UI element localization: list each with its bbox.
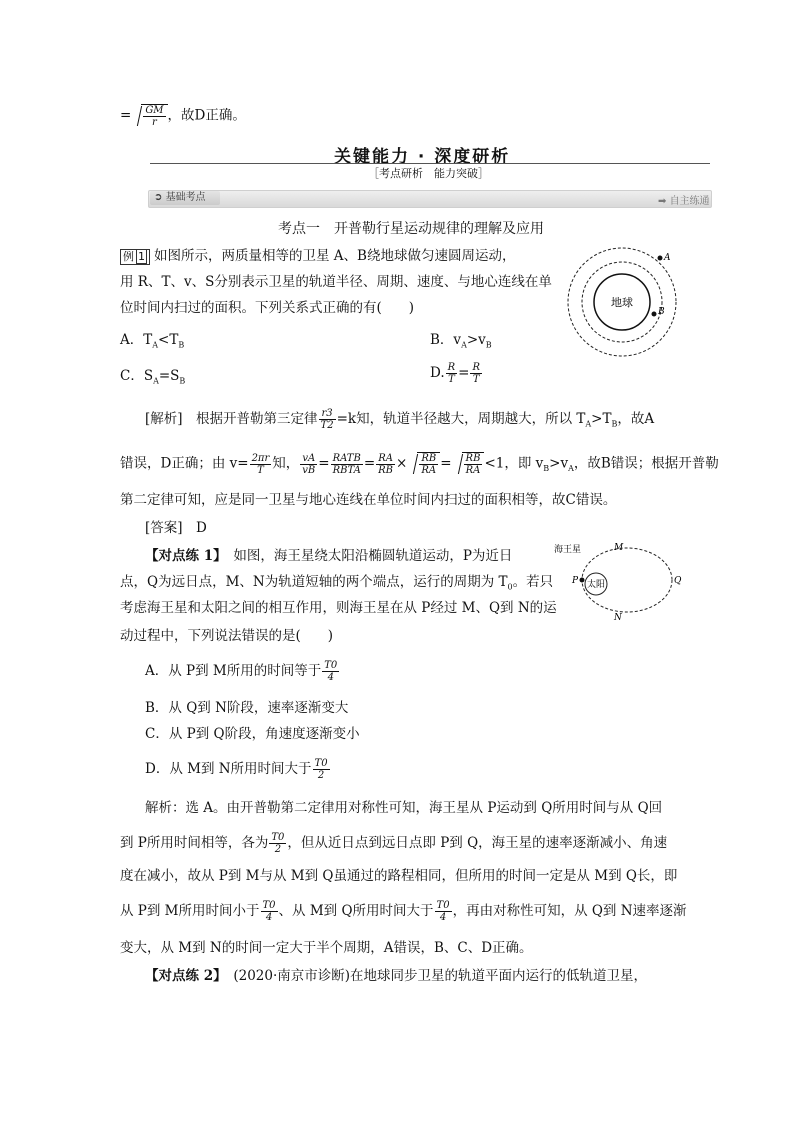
- example1-line1: 例 1 如图所示，两质量相等的卫星 A、B绕地球做匀速圆周运动，: [120, 246, 515, 266]
- section-subtitle: ［考点研析 能力突破］: [368, 167, 489, 180]
- analysis1-line1: [解析] 根据开普勒第三定律 $\frac{r3}{T2}$ =k知，轨道半径越大，周期越大，所以 $T_A>T_B$，故A: [145, 408, 655, 431]
- practice2-line1: 【对点练 2】 (2020·南京市诊断)在地球同步卫星的轨道平面内运行的低轨道卫星，: [145, 968, 648, 984]
- practice1-option-c: C．从 P到 Q阶段，角速度逐渐变小: [145, 726, 360, 742]
- sun-label: 太阳: [586, 580, 606, 590]
- neptune: [580, 578, 585, 583]
- practice1-line2: 点，Q为远日点，M、N为轨道短轴的两个端点，运行的周期为 $T_0$。若只: [120, 574, 554, 592]
- kaodian-banner: [148, 190, 712, 208]
- point-n: N: [614, 613, 622, 622]
- practice1-line1: 【对点练 1】 如图，海王星绕太阳沿椭圆轨道运动，P为近日: [145, 548, 513, 564]
- practice1-line3: 考虑海王星和太阳之间的相互作用，则海王星在从 P经过 M、Q到 N的运: [120, 600, 557, 616]
- analysis2-line2: 到 P所用时间相等，各为 $\frac{T0}{2}$ ，但从近日点到远日点即 P到 Q，海王星的速率逐渐减小、角速: [120, 832, 668, 855]
- neptune-label: 海王星: [554, 545, 582, 555]
- practice1-line4: 动过程中，下列说法错误的是( ): [120, 628, 334, 644]
- practice1-option-b: B．从 Q到 N阶段，速率逐渐变大: [145, 700, 349, 716]
- analysis2-line1: 解析：选 A。由开普勒第二定律用对称性可知，海王星从 P运动到 Q所用时间与从 Q回: [145, 800, 663, 816]
- arrow-right-icon: ➡: [658, 196, 670, 207]
- section-title-rule: [150, 163, 710, 164]
- analysis2-line5: 变大，从 M到 N的时间一定大于半个周期，A错误，B、C、D正确。: [120, 940, 533, 956]
- answer1: [答案] D: [145, 520, 207, 536]
- example1-option-d: D. $\frac{R}{T}$ = $\frac{R}{T}$: [430, 362, 481, 385]
- analysis1-line3: 第二定律可知，应是同一卫星与地心连线在单位时间内扫过的面积相等，故C错误。: [120, 492, 617, 508]
- example1-option-a: A．$T_A<T_B$: [120, 332, 185, 350]
- basic-topic-tag: ➲ 基础考点: [150, 191, 220, 205]
- point-p: P: [572, 576, 579, 586]
- point-m: M: [614, 543, 624, 553]
- satellite-a-label: A: [664, 253, 671, 263]
- neptune-orbit-diagram: [552, 540, 682, 622]
- practice1-option-d: D．从 M到 N所用时间大于 $\frac{T0}{2}$: [145, 758, 328, 781]
- analysis1-line2: 错误，D正确；由 v= $\frac{2\pi r}{T}$ 知， $\frac{vA}{vB}$ = $\frac{\text{RATB}}{\text{RBTA}}$ = $\frac{RA}{RB}$ × $\frac{RB}{RA}$ = $\frac{RB}{RA}$ <1，即 $v_B>v_A$，故B错误；根据开普勒: [120, 452, 719, 476]
- tag-icon: ➲: [154, 192, 166, 203]
- point-q: Q: [674, 576, 682, 586]
- satellite-b-label: B: [658, 307, 665, 317]
- example1-option-b: B．$v_A>v_B$: [430, 332, 492, 350]
- practice1-option-a: A．从 P到 M所用的时间等于 $\frac{T0}{4}$: [145, 660, 338, 683]
- top-formula-line: = $\frac{GM}{r}$ ，故D正确。: [120, 105, 246, 128]
- satellite-b: [652, 312, 657, 317]
- satellite-a: [658, 256, 663, 261]
- analysis2-line3: 度在减小，故从 P到 M与从 M到 Q虽通过的路程相同，但所用的时间一定是从 M到 Q长，即: [120, 868, 678, 884]
- example1-line3: 位时间内扫过的面积。下列关系式正确的有( ): [120, 300, 415, 316]
- analysis2-line4: 从 P到 M所用时间小于 $\frac{T0}{4}$ 、从 M到 Q所用时间大于 $\frac{T0}{4}$ ，再由对称性可知，从 Q到 N速率逐渐: [120, 900, 687, 923]
- satellite-orbit-diagram: [562, 242, 682, 362]
- section-title: 关键能力 · 深度研析: [334, 147, 511, 167]
- earth-label: 地球: [611, 296, 633, 309]
- example-label: 例 1: [120, 249, 150, 265]
- self-practice-link[interactable]: ➡ 自主练通: [658, 196, 710, 207]
- kaodian-title: 考点一 开普勒行星运动规律的理解及应用: [278, 221, 544, 237]
- example1-option-c: C．$S_A=S_B$: [120, 368, 186, 386]
- sqrt-gm-r: $\frac{GM}{r}$: [133, 104, 167, 128]
- example1-line2: 用 R、T、v、S分别表示卫星的轨道半径、周期、速度、与地心连线在单: [120, 274, 552, 290]
